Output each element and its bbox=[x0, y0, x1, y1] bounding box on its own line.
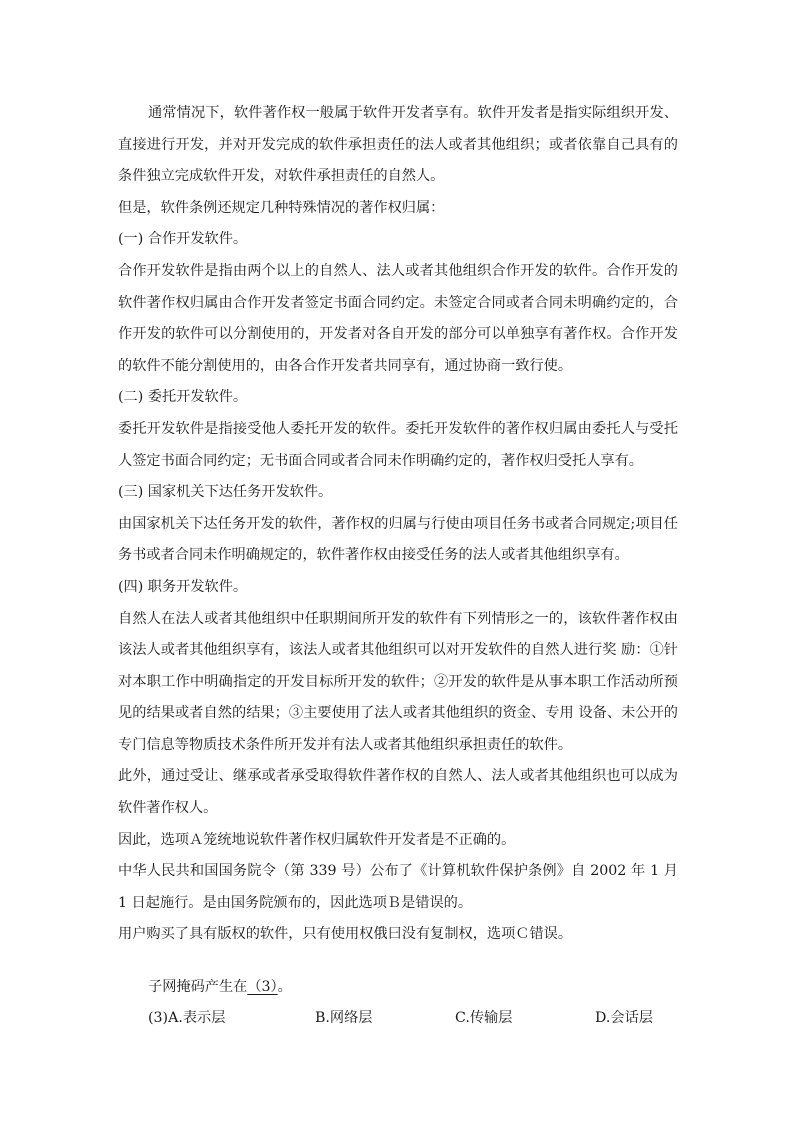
question-stem-end: 。 bbox=[277, 979, 292, 995]
answer-explanation bbox=[118, 98, 678, 951]
heading-state-task-development: (三) 国家机关下达任务开发软件。 bbox=[118, 484, 333, 501]
heading-employment-development: (四) 职务开发软件。 bbox=[118, 578, 248, 595]
paragraph-option-b: 中华人民共和国国务院令（第 339 号）公布了《计算机软件保护条例》自 2002 年 1 月 1 日起施行。是由国务院颁布的，因此选项Ｂ是错误的。 bbox=[118, 863, 678, 911]
paragraph-special-cases: 但是，软件条例还规定几种特殊情况的著作权归属： bbox=[118, 199, 445, 216]
paragraph-option-a: 因此，选项Ａ笼统地说软件著作权归属软件开发者是不正确的。 bbox=[118, 831, 516, 848]
question-stem-text: 子网掩码产生在 bbox=[148, 979, 248, 995]
option-c[interactable]: C.传输层 bbox=[455, 1010, 513, 1026]
option-d[interactable]: D.会话层 bbox=[595, 1010, 653, 1026]
question-blank: （3） bbox=[247, 979, 278, 995]
heading-commissioned-development: (二) 委托开发软件。 bbox=[118, 389, 248, 406]
option-b[interactable]: B.网络层 bbox=[315, 1010, 373, 1026]
paragraph-intro: 通常情况下，软件著作权一般属于软件开发者享有。软件开发者是指实际组织开发、直接进行开发，并对开发完成的软件承担责任的法人或者其他组织；或者依靠自己具有的条件独立完成软件开发，对软件承担责任的自然人。 bbox=[118, 105, 678, 185]
paragraph-transfer: 此外，通过受让、继承或者承受取得软件著作权的自然人、法人或者其他组织也可以成为软件著作权人。 bbox=[118, 768, 678, 817]
question-options bbox=[148, 1004, 668, 1032]
question-stem bbox=[148, 973, 292, 1001]
heading-joint-development: (一) 合作开发软件。 bbox=[118, 231, 248, 248]
paragraph-state-task-development: 由国家机关下达任务开发的软件，著作权的归属与行使由项目任务书或者合同规定;项目任务书或者合同未作明确规定的，软件著作权由接受任务的法人或者其他组织享有。 bbox=[118, 515, 678, 564]
paragraph-employment-development: 自然人在法人或者其他组织中任职期间所开发的软件有下列情形之一的，该软件著作权由该法人或者其他组织享有，该法人或者其他组织可以对开发软件的自然人进行奖 励：①针对本职工作中明确指定的开发目标所开发的软件；②开发的软件是从事本职工作活动所预见的结果或者自然的结果；③主要使用了法人或者其他组织的资金、专用 设备、未公开的专门信息等物质技术条件所开发并有法人或者其他组织承担责任的软件。 bbox=[118, 610, 678, 753]
paragraph-commissioned-development: 委托开发软件是指接受他人委托开发的软件。委托开发软件的著作权归属由委托人与受托人签定书面合同约定；无书面合同或者合同未作明确约定的，著作权归受托人享有。 bbox=[118, 420, 678, 469]
option-a[interactable]: (3)A.表示层 bbox=[148, 1010, 226, 1026]
paragraph-joint-development: 合作开发软件是指由两个以上的自然人、法人或者其他组织合作开发的软件。合作开发的软件著作权归属由合作开发者签定书面合同约定。未签定合同或者合同未明确约定的，合作开发的软件可以分割使用的，开发者对各自开发的部分可以单独享有著作权。合作开发的软件不能分割使用的，由各合作开发者共同享有，通过协商一致行使。 bbox=[118, 262, 678, 374]
paragraph-option-c: 用户购买了具有版权的软件，只有使用权俄曰没有复制权，选项Ｃ错误。 bbox=[118, 926, 573, 943]
